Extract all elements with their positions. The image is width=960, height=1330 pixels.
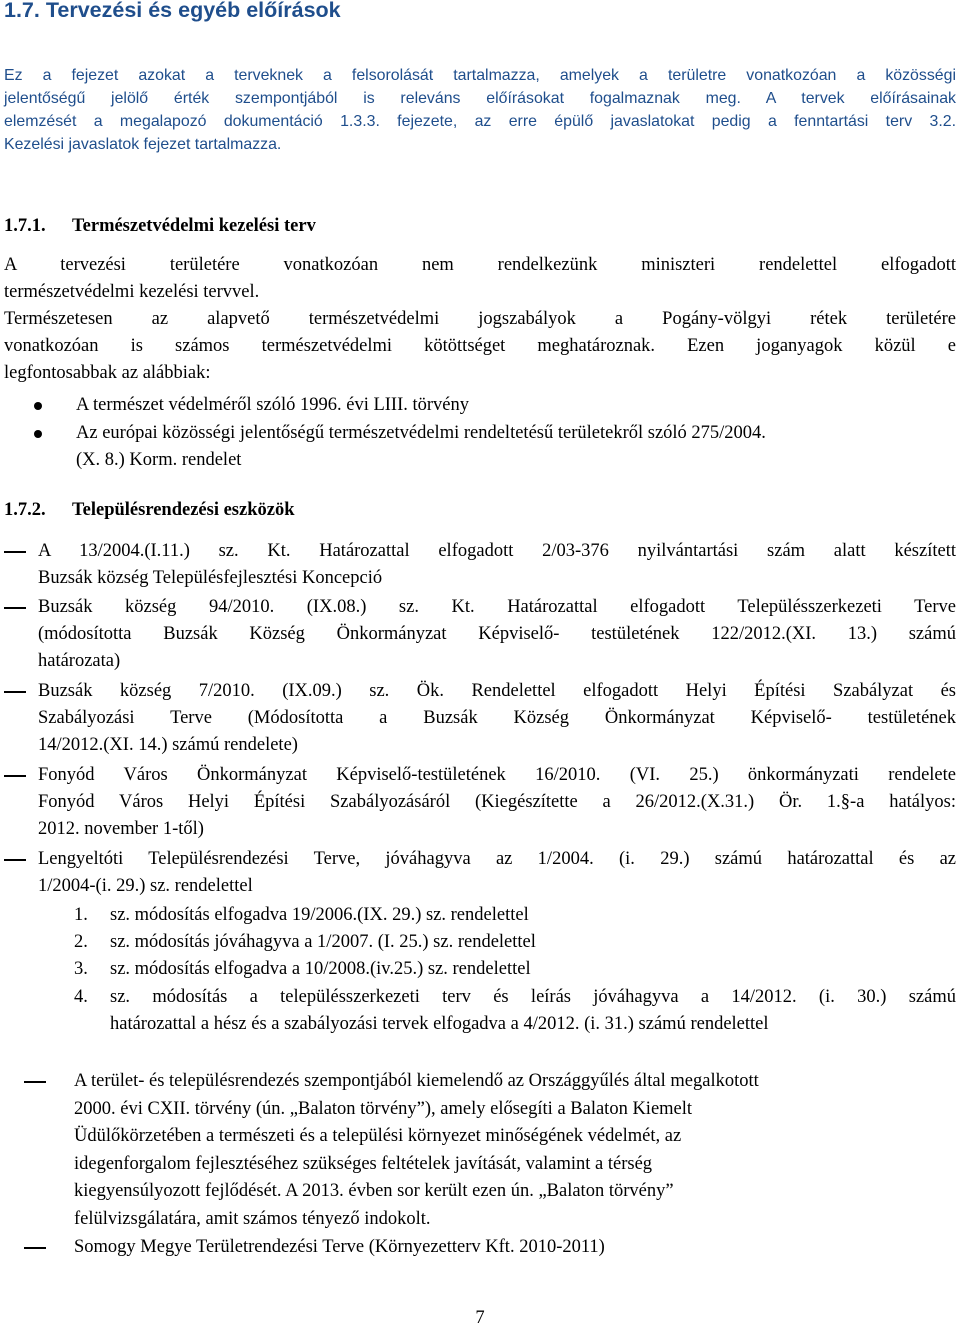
intro-line: Kezelési javaslatok fejezet tartalmazza. <box>4 136 282 153</box>
text-line: (X. 8.) Korm. rendelet <box>76 450 242 470</box>
bullet-icon <box>34 430 42 438</box>
text-line: sz. módosítás elfogadva 19/2006.(IX. 29.) sz. rendelettel <box>110 905 529 925</box>
bullet-item <box>76 420 956 474</box>
text-line: Buzsák község 94/2010. (IX.08.) sz. Kt. Határozattal elfogadott Településszerkezeti Terve <box>38 597 956 617</box>
dash-icon <box>4 691 26 693</box>
text-line: A terület- és településrendezés szempontjából kiemelendő az Országgyűlés által megalkotott <box>74 1071 759 1091</box>
text-line: Lengyeltóti Településrendezési Terve, jóváhagyva az 1/2004. (i. 29.) számú határozattal és az <box>38 849 956 869</box>
dash-icon <box>4 859 26 861</box>
text-line: sz. módosítás jóváhagyva a 1/2007. (I. 25.) sz. rendelettel <box>110 932 536 952</box>
numbered-item <box>74 984 956 1038</box>
list-item <box>74 1068 864 1233</box>
subsection-title: Természetvédelmi kezelési terv <box>72 216 316 236</box>
text-line: 2012. november 1-től) <box>38 819 204 839</box>
text-line: idegenforgalom fejlesztéséhez szükséges feltételek javítását, valamint a térség <box>74 1153 653 1174</box>
paragraph <box>4 252 956 387</box>
text-line: A természet védelméről szóló 1996. évi LIII. törvény <box>76 395 469 415</box>
text-line: Buzsák község Településfejlesztési Koncepció <box>38 568 383 588</box>
text-line: Fonyód Város Helyi Építési Szabályozásáról (Kiegészítette a 26/2012.(X.31.) Ör. 1.§-a hatályos: <box>38 792 956 812</box>
intro-line: elemzését a megalapozó dokumentáció 1.3.3. fejezete, az erre épülő javaslatokat pedig a fenntartási terv 3.2. <box>4 113 956 130</box>
text-line: sz. módosítás a településszerkezeti terv és leírás jóváhagyva a 14/2012. (i. 30.) számú <box>110 987 956 1007</box>
list-item <box>38 594 956 675</box>
numbered-item <box>74 929 956 956</box>
text-line: 14/2012.(XI. 14.) számú rendelete) <box>38 735 298 755</box>
subsection-heading-1 <box>4 216 316 237</box>
list-item <box>38 762 956 843</box>
intro-line: Ez a fejezet azokat a terveknek a felsorolását tartalmazza, amelyek a területre vonatkozóan a közösségi <box>4 67 956 84</box>
subsection-number: 1.7.2. <box>4 500 46 520</box>
text-line: Üdülőkörzetében a természeti és a települési környezet minőségének védelmét, az <box>74 1126 682 1146</box>
list-item <box>38 538 956 592</box>
text-line: Fonyód Város Önkormányzat Képviselő-testületének 16/2010. (VI. 25.) önkormányzati rendelete <box>38 765 956 785</box>
text-line: Buzsák község 7/2010. (IX.09.) sz. Ök. Rendelettel elfogadott Helyi Építési Szabályzat és <box>38 681 956 701</box>
dash-icon <box>4 607 26 609</box>
list-item <box>74 1234 864 1262</box>
item-number: 4. <box>74 987 88 1007</box>
dash-icon <box>4 551 26 553</box>
text-line: Somogy Megye Területrendezési Terve (Környezetterv Kft. 2010-2011) <box>74 1237 605 1257</box>
text-line: Az európai közösségi jelentőségű természetvédelmi rendeltetésű területekről szóló 275/2004. <box>76 423 766 443</box>
item-number: 1. <box>74 905 88 925</box>
bullet-item <box>76 392 956 419</box>
text-line: A tervezési területére vonatkozóan nem rendelkezünk miniszteri rendelettel elfogadott <box>4 255 956 275</box>
text-line: határozata) <box>38 651 121 671</box>
subsection-number: 1.7.1. <box>4 216 46 236</box>
text-line: sz. módosítás elfogadva a 10/2008.(iv.25.) sz. rendelettel <box>110 959 531 979</box>
item-number: 2. <box>74 932 88 952</box>
text-line: felülvizsgálatára, amit számos tényező indokolt. <box>74 1208 431 1229</box>
intro-paragraph <box>4 64 956 156</box>
subsection-title: Településrendezési eszközök <box>72 500 295 520</box>
numbered-item <box>74 956 956 983</box>
text-line: (módosította Buzsák Község Önkormányzat Képviselő- testületének 122/2012.(XI. 13.) számú <box>38 624 956 644</box>
dash-icon <box>4 775 26 777</box>
text-line: természetvédelmi kezelési tervvel. <box>4 282 260 302</box>
text-line: A 13/2004.(I.11.) sz. Kt. Határozattal elfogadott 2/03-376 nyilvántartási szám alatt készített <box>38 541 956 561</box>
subsection-heading-2 <box>4 500 295 521</box>
text-line: Természetesen az alapvető természetvédelmi jogszabályok a Pogány-völgyi rétek területére <box>4 309 956 329</box>
text-line: 1/2004-(i. 29.) sz. rendelettel <box>38 876 253 896</box>
text-line: vonatkozóan is számos természetvédelmi kötöttséget meghatároznak. Ezen joganyagok közül e <box>4 336 956 356</box>
bullet-icon <box>34 402 42 410</box>
numbered-item <box>74 902 956 929</box>
section-heading: 1.7. Tervezési és egyéb előírások <box>4 0 341 22</box>
item-number: 3. <box>74 959 88 979</box>
intro-line: jelentőségű jelölő érték szempontjából is releváns előírásokat fogalmaznak meg. A tervek előírásainak <box>4 90 956 107</box>
text-line: határozattal a hész és a szabályozási tervek elfogadva a 4/2012. (i. 31.) számú rendelettel <box>110 1014 769 1034</box>
text-line: kiegyensúlyozott fejlődését. A 2013. évben sor került ezen ún. „Balaton törvény” <box>74 1181 674 1201</box>
text-line: 2000. évi CXII. törvény (ún. „Balaton törvény”), amely elősegíti a Balaton Kiemelt <box>74 1098 693 1119</box>
text-line: legfontosabbak az alábbiak: <box>4 363 211 383</box>
page-number: 7 <box>475 1308 485 1328</box>
dash-icon <box>24 1247 46 1249</box>
text-line: Szabályozási Terve (Módosította a Buzsák Község Önkormányzat Képviselő- testületének <box>38 708 956 728</box>
list-item <box>38 678 956 759</box>
dash-icon <box>24 1081 46 1083</box>
list-item <box>38 846 956 900</box>
